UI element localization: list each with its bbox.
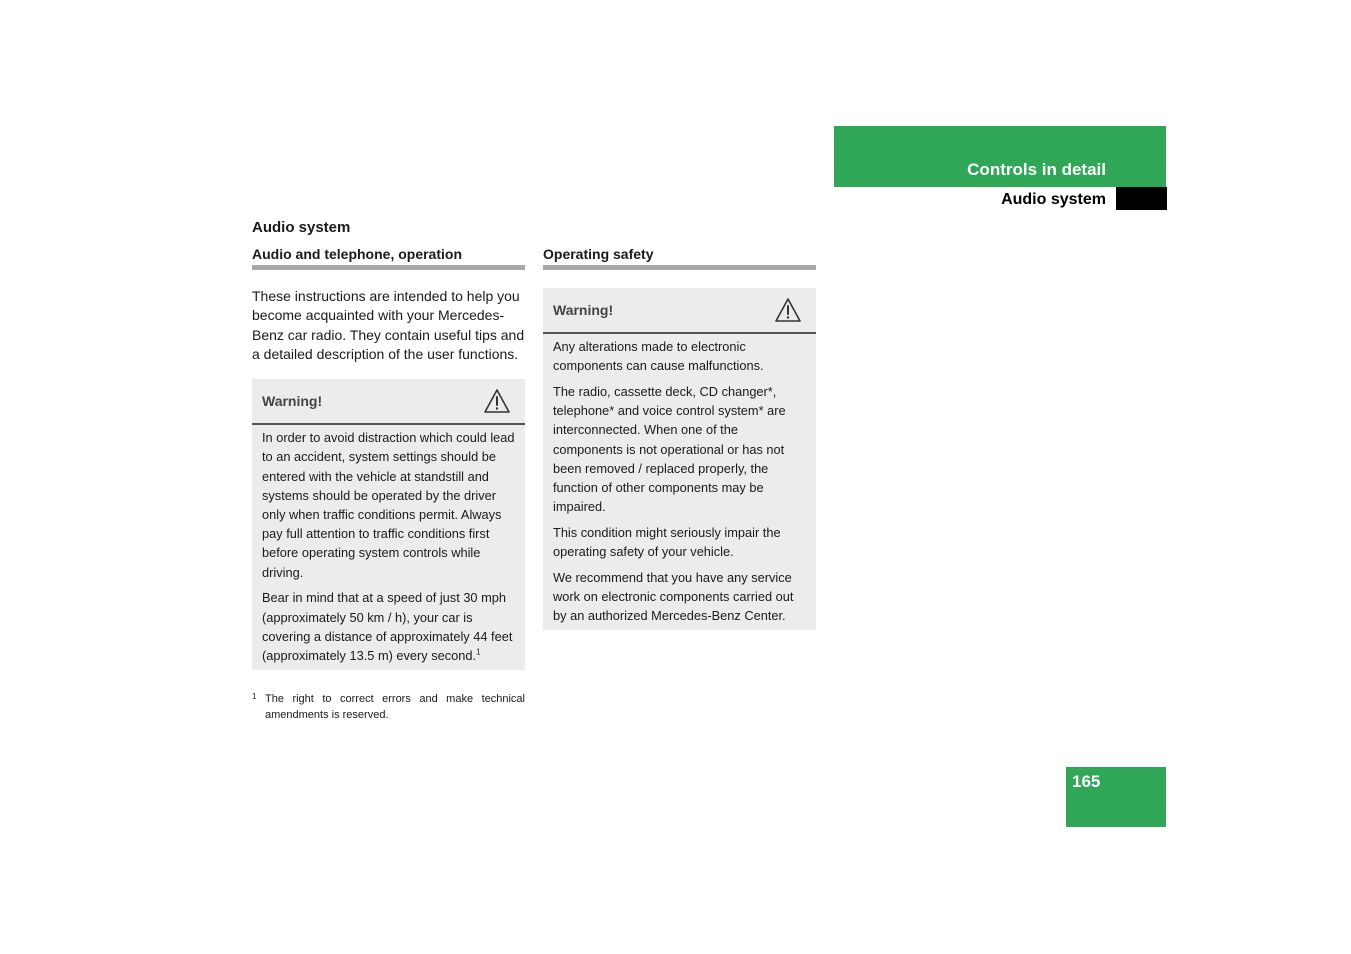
footnote-mark: 1: [252, 692, 257, 701]
page-number: 165: [1072, 772, 1101, 791]
left-column: [252, 246, 525, 670]
page-title: Audio system: [252, 219, 351, 236]
warning-header: [252, 379, 525, 425]
warning-paragraph: We recommend that you have any service work on electronic components carried out by an authorized Mercedes-Benz Center.: [553, 569, 794, 624]
warning-body: [543, 334, 816, 630]
warning-label: Warning!: [262, 393, 323, 410]
section-marker: [1116, 187, 1167, 210]
footnote-ref: 1: [476, 647, 481, 657]
warning-paragraph: This condition might seriously impair the operating safety of your vehicle.: [553, 524, 781, 560]
right-column: [543, 246, 816, 630]
subtitle-audio-telephone: Audio and telephone, operation: [252, 246, 462, 262]
warning-triangle-icon: [774, 297, 802, 323]
subtitle-rule: [543, 265, 816, 270]
warning-triangle-icon: [483, 388, 511, 414]
warning-paragraph: Any alterations made to electronic components can cause malfunctions.: [553, 339, 764, 374]
warning-paragraph: In order to avoid distraction which could lead to an accident, system settings should be entered with the vehicle at standstill and systems should be operated by the driver only when traffic conditions permit. Always pay full attention to traffic conditions first before operating system controls while driving.: [262, 430, 515, 580]
section-title: Audio system: [1001, 191, 1106, 208]
warning-box-operating-safety: [543, 288, 816, 630]
warning-paragraph: Bear in mind that at a speed of just 30 mph (approximately 50 km / h), your car is covering a distance of approximately 44 feet (approximately 13.5 m) every second.$^1$: [262, 590, 513, 663]
intro-paragraph: These instructions are intended to help you become acquainted with your Mercedes-Benz car radio. They contain useful tips and a detailed description of the user functions.: [252, 288, 525, 362]
subtitle-operating-safety: Operating safety: [543, 246, 654, 262]
warning-body: [252, 425, 525, 670]
warning-box-distraction: [252, 379, 525, 670]
warning-header: [543, 288, 816, 334]
warning-paragraph: The radio, cassette deck, CD changer*, telephone* and voice control system* are interconnected. When one of the components is not operational or has not been removed / replaced properly, the function of other components may be impaired.: [553, 383, 786, 515]
footnote-text: The right to correct errors and make technical amendments is reserved.: [265, 693, 525, 721]
footnote: [252, 691, 525, 723]
warning-label: Warning!: [553, 302, 614, 318]
subtitle-rule: [252, 265, 525, 270]
chapter-title: Controls in detail: [967, 160, 1106, 179]
